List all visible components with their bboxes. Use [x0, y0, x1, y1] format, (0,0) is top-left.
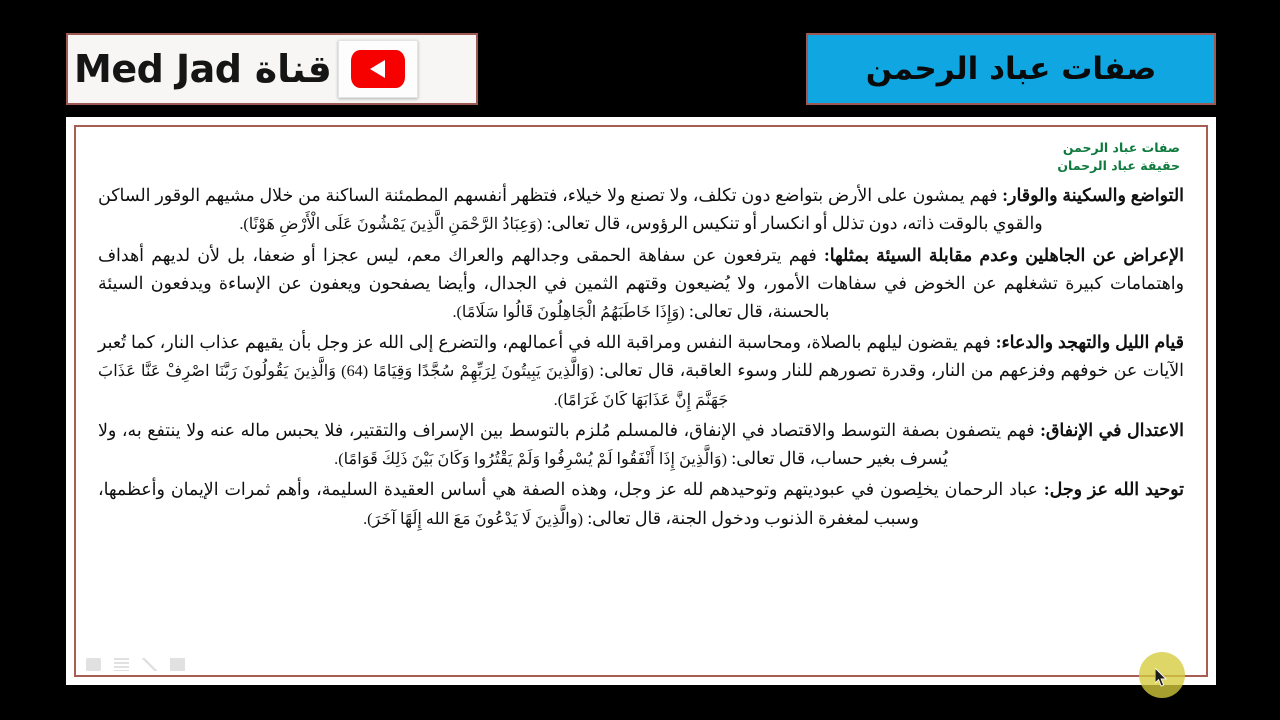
pen-icon[interactable] [142, 658, 157, 671]
section-monotheism-body: عباد الرحمان يخلِصون في عبوديتهم وتوحيدهم لله عز وجل، وهذه الصفة هي أساس العقيدة السليمة، وأهم ثمرات الإيمان وأعظمها، وسبب لمغفرة الذنوب ودخول الجنة، قال تعالى: [98, 479, 1044, 528]
page-title: صفات عباد الرحمن [865, 51, 1157, 87]
section-moderation-title: الاعتدال في الإنفاق: [1040, 419, 1184, 440]
section-turning-away-body: فهم يترفعون عن سفاهة الحمقى وجدالهم والعراك معم، ليس عجزا أو ضعفا، بل لأن لديهم أهداف واهتمامات كبيرة تشغلهم عن الخوض في سفاهات الأمور، ولا يُضيعون وقتهم الثمين في الجدال، وأيضا يصفحون ويعفون عن الإساءة ويدفعون السيئة بالحسنة، قال تعالى: [98, 244, 1184, 322]
section-night-prayer-quote: (وَالَّذِينَ يَبِيتُونَ لِرَبِّهِمْ سُجَّدًا وَقِيَامًا (64) وَالَّذِينَ يَقُولُونَ رَبَّنَا اصْرِفْ عَنَّا عَذَابَ جَهَنَّمَ إِنَّ عَذَابَهَا كَانَ غَرَامًا). [98, 362, 729, 409]
section-night-prayer [98, 328, 1184, 413]
section-turning-away-from-ignorant [98, 241, 1184, 326]
channel-name: قناة Med Jad [74, 47, 332, 91]
section-turning-away-quote: (وَإِذَا خَاطَبَهُمُ الْجَاهِلُونَ قَالُوا سَلَامًا). [452, 303, 685, 322]
section-monotheism-title: توحيد الله عز وجل: [1043, 479, 1184, 500]
section-moderation-body: فهم يتصفون بصفة التوسط والاقتصاد في الإنفاق، فالمسلم مُلزم بالتوسط بين الإسراف والتقتير، فلا يحبس ماله عنه ولا ينتفع به، ولا يُسرف بغير حساب، قال تعالى: [98, 419, 1041, 469]
title-banner [806, 33, 1216, 105]
channel-badge [66, 33, 478, 105]
section-night-prayer-title: قيام الليل والتهجد والدعاء: [995, 332, 1184, 353]
lines-icon[interactable] [114, 658, 129, 671]
mini-toolbar[interactable] [86, 658, 185, 671]
youtube-play-icon [338, 40, 418, 98]
green-heading-1: صفات عباد الرحمن [1062, 140, 1180, 155]
pointer-icon[interactable] [86, 658, 101, 671]
section-humility [98, 181, 1184, 237]
section-humility-quote: (وَعِبَادُ الرَّحْمَنِ الَّذِينَ يَمْشُونَ عَلَى الْأَرْضِ هَوْنًا). [239, 215, 543, 234]
section-monotheism [98, 475, 1184, 531]
section-night-prayer-body: فهم يقضون ليلهم بالصلاة، ومحاسبة النفس ومراقبة الله في أعمالهم، والتضرع إلى الله عز وجل بأن يقيهم عذاب النار، كما تُعبر الآيات عن خوفهم وفزعهم من النار، وقدرة تصورهم للنار وسوء العاقبة، قال تعالى: [98, 332, 1184, 381]
green-headings [98, 139, 1180, 175]
section-humility-body: فهم يمشون على الأرض بتواضع دون تكلف، ولا تصنع ولا خيلاء، فتظهر أنفسهم المطمئنة الساكنة من خلال مشيهم الوقور الساكن والقوي بالوقت ذاته، دون تذلل أو انكسار أو تنكيس الرؤوس، قال تعالى: [98, 185, 1043, 234]
section-moderation-in-spending [98, 416, 1184, 472]
document-inner-frame [74, 125, 1208, 677]
document-page [66, 117, 1216, 685]
section-moderation-quote: (وَالَّذِينَ إِذَا أَنْفَقُوا لَمْ يُسْرِفُوا وَلَمْ يَقْتُرُوا وَكَانَ بَيْنَ ذَلِكَ قَوَامًا). [334, 450, 728, 469]
section-turning-away-title: الإعراض عن الجاهلين وعدم مقابلة السيئة بمثلها: [823, 244, 1184, 265]
undo-icon[interactable] [170, 658, 185, 671]
section-monotheism-quote: (والَّذِينَ لَا يَدْعُونَ مَعَ الله إِلَهًا آخَرَ). [363, 509, 583, 528]
green-heading-2: حقيقة عباد الرحمان [1057, 158, 1180, 174]
section-humility-title: التواضع والسكينة والوقار: [1002, 185, 1184, 206]
